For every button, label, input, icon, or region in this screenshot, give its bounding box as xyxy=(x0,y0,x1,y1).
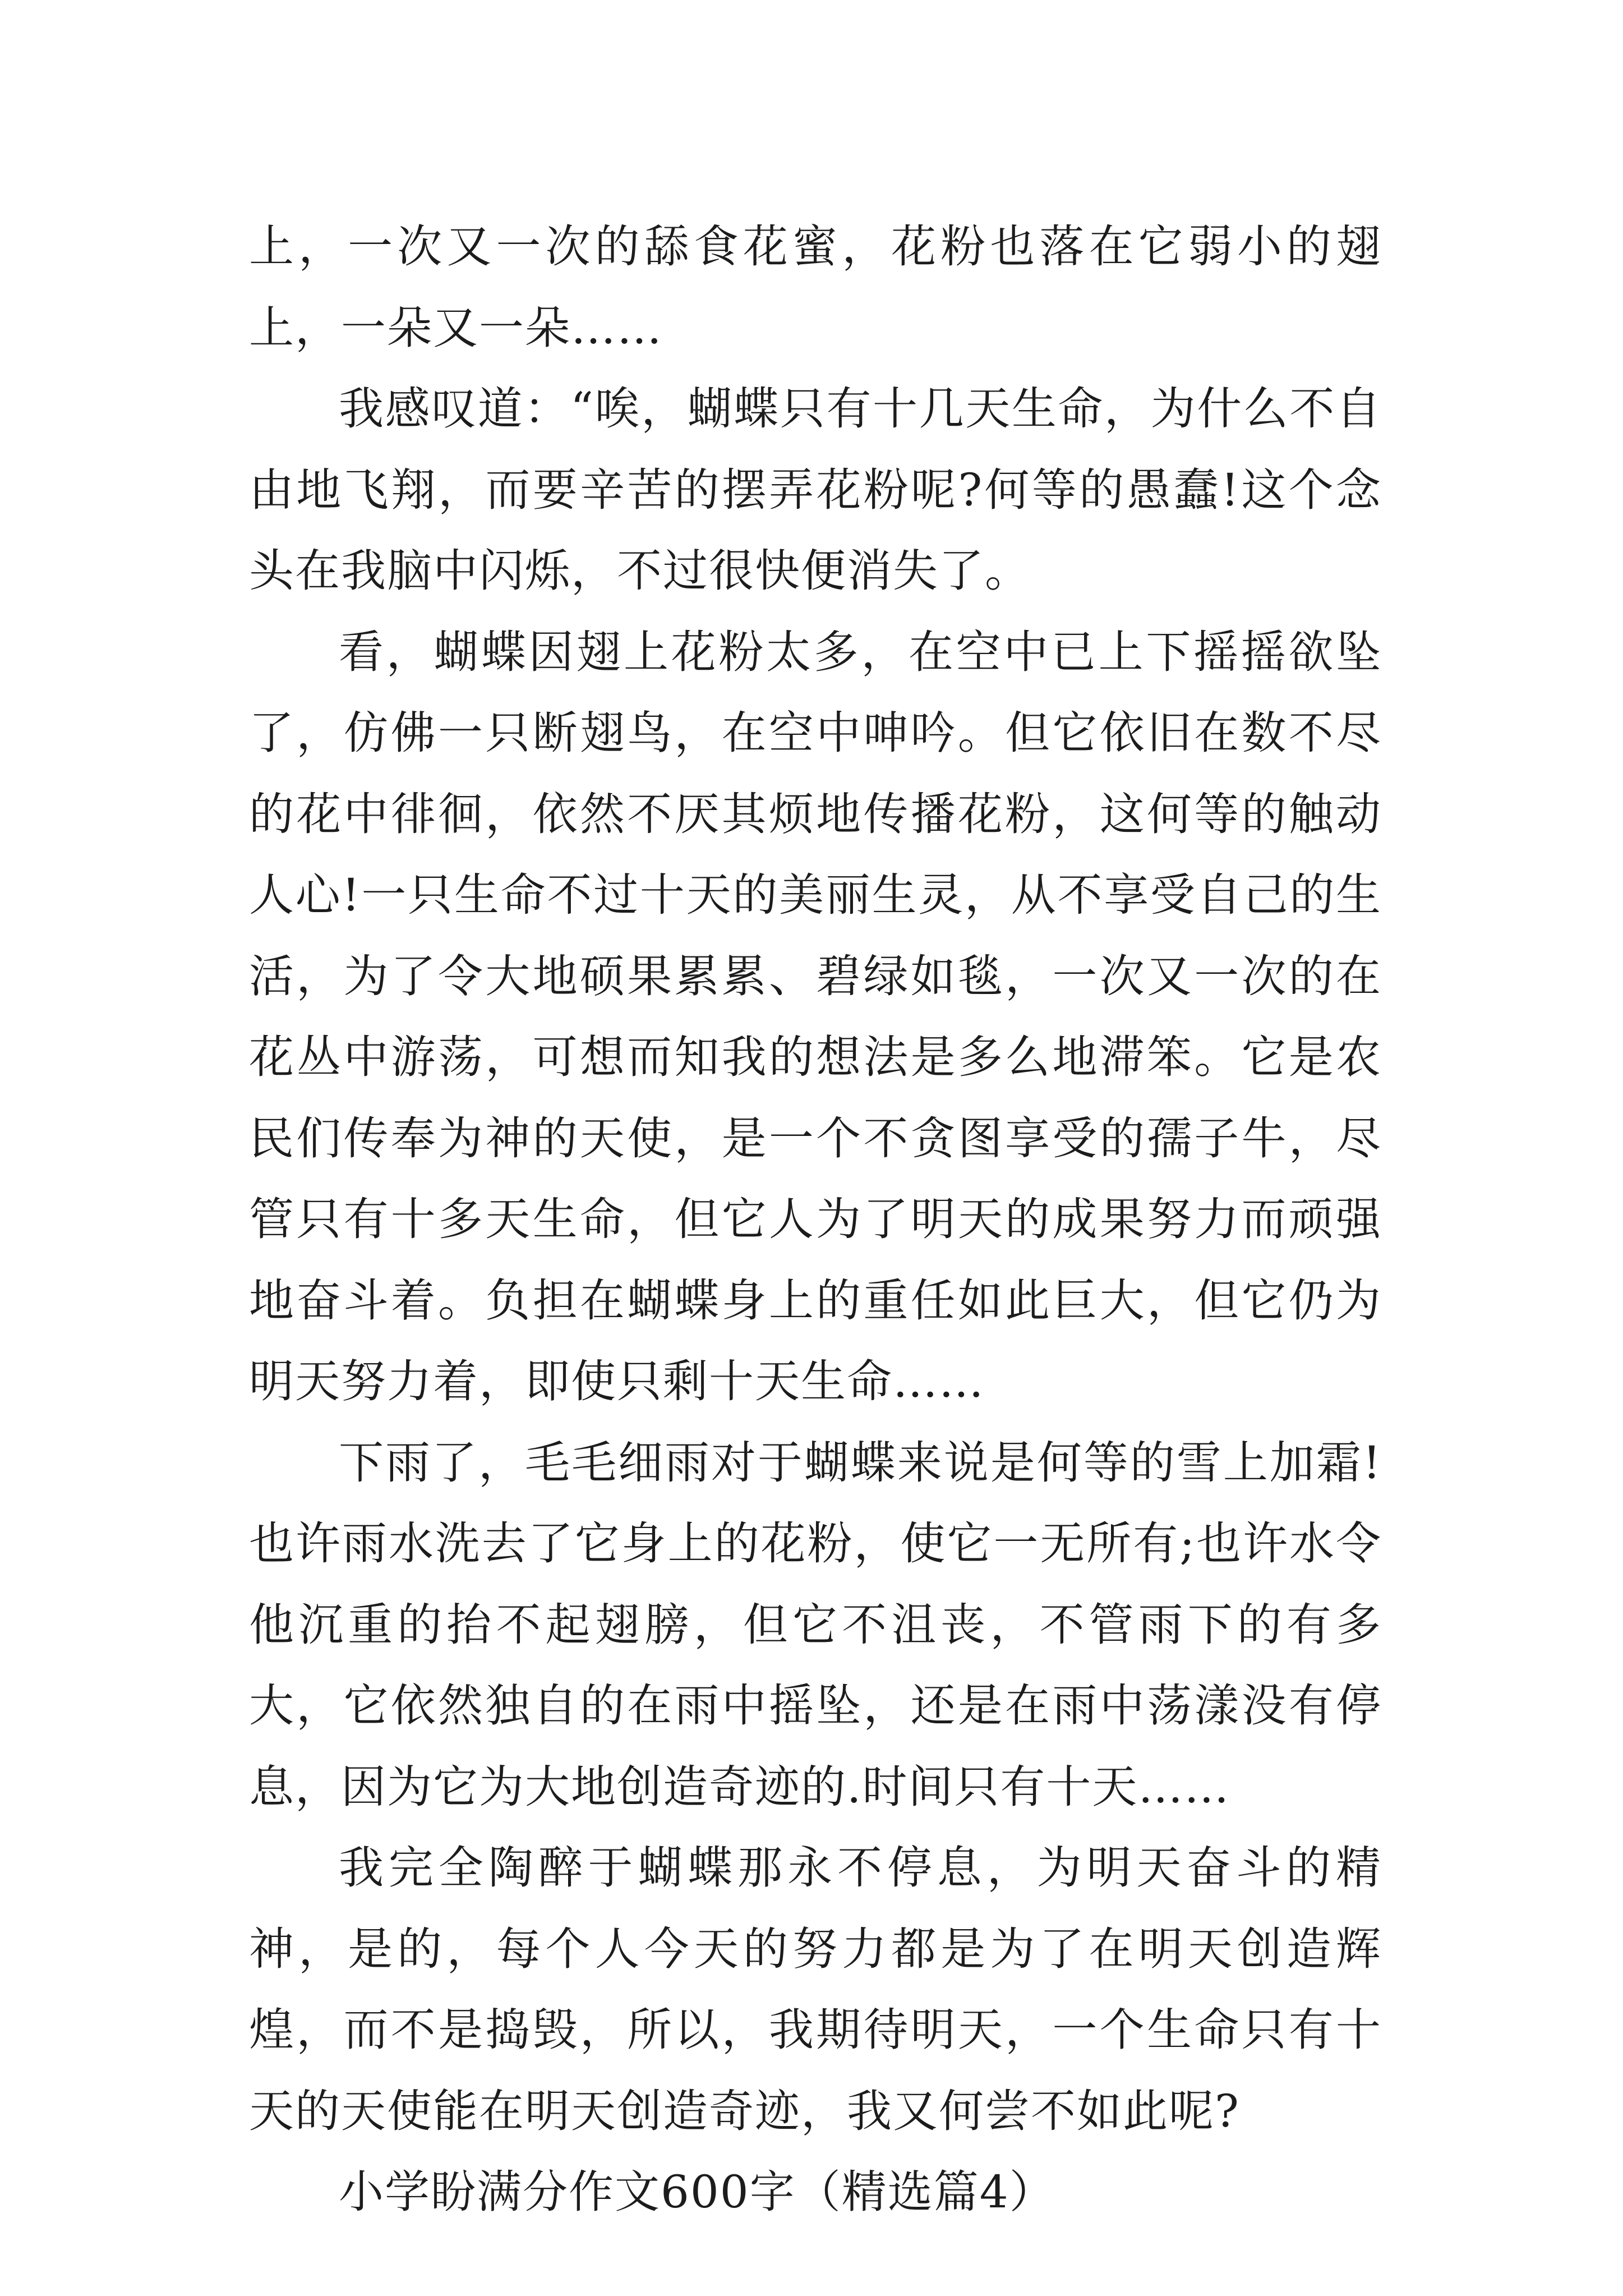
article-body xyxy=(249,206,1382,2233)
paragraph-butterfly-flight: 看，蝴蝶因翅上花粉太多，在空中已上下摇摇欲坠了，仿佛一只断翅鸟，在空中呻吟。但它依旧在数不尽的花中徘徊，依然不厌其烦地传播花粉，这何等的触动人心!一只生命不过十天的美丽生灵，从不享受自己的生活，为了令大地硕果累累、碧绿如毯，一次又一次的在花丛中游荡，可想而知我的想法是多么地滞笨。它是农民们传奉为神的天使，是一个不贪图享受的孺子牛，尽管只有十多天生命，但它人为了明天的成果努力而顽强地奋斗着。负担在蝴蝶身上的重任如此巨大，但它仍为明天努力着，即使只剩十天生命…… xyxy=(249,625,1382,1407)
paragraph-sigh: 我感叹道：“唉，蝴蝶只有十几天生命，为什么不自由地飞翔，而要辛苦的摆弄花粉呢?何等的愚蠢!这个念头在我脑中闪烁，不过很快便消失了。 xyxy=(249,383,1382,597)
section-heading: 小学盼满分作文600字（精选篇4） xyxy=(339,2166,1055,2218)
paragraph-rain: 下雨了，毛毛细雨对于蝴蝶来说是何等的雪上加霜!也许雨水洗去了它身上的花粉，使它一无所有;也许水令他沉重的抬不起翅膀，但它不沮丧，不管雨下的有多大，它依然独自的在雨中摇坠，还是在雨中荡漾没有停息，因为它为大地创造奇迹的.时间只有十天…… xyxy=(249,1436,1382,1813)
paragraph-continued: 上，一次又一次的舔食花蜜，花粉也落在它弱小的翅上，一朵又一朵…… xyxy=(249,220,1382,354)
paragraph-conclusion: 我完全陶醉于蝴蝶那永不停息，为明天奋斗的精神，是的，每个人今天的努力都是为了在明天创造辉煌，而不是捣毁，所以，我期待明天，一个生命只有十天的天使能在明天创造奇迹，我又何尝不如此呢? xyxy=(249,1842,1382,2137)
